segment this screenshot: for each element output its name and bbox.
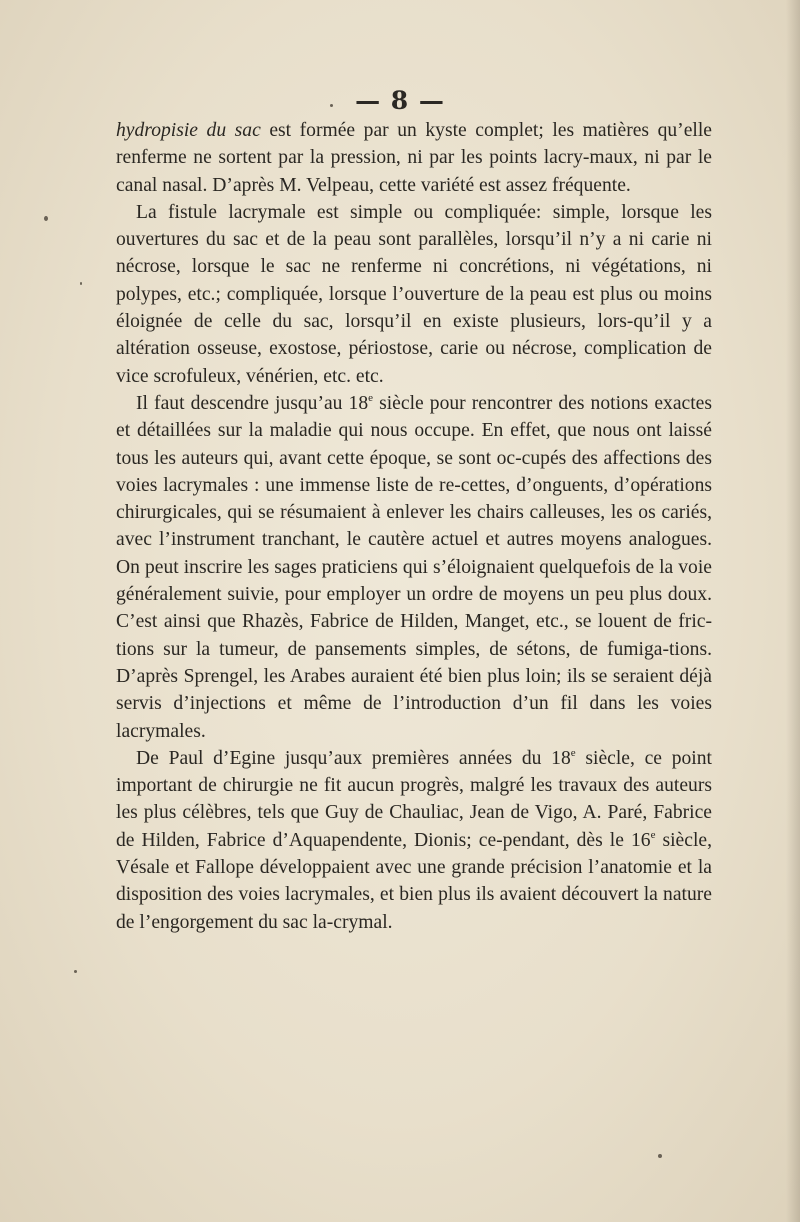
paragraph-4-text-rest: siècle, Vésale et Fallope développaient avec une grande précision l’anatomie et la disposition des voies lacrymales, et bien plus ils avaient découvert la nature de l’engorgement du sac la-crymal.: [116, 829, 712, 933]
page-edge-shadow: [786, 0, 800, 1222]
century-superscript: e: [650, 828, 656, 841]
ink-speck: [44, 216, 48, 221]
paragraph-4-text-middle: siècle, ce point important de chirurgie ne fit aucun progrès, malgré les travaux des auteurs les plus célèbres, tels que Guy de Chauliac, Jean de Vigo, A. Paré, Fabrice de Hilden, Fabrice d’Aquapendente, Dionis; ce-pendant, dès le 16: [116, 747, 712, 851]
paragraph-3: [116, 390, 712, 745]
ink-speck: [80, 282, 82, 285]
century-superscript: e: [570, 746, 576, 759]
paragraph-1: [116, 117, 712, 199]
paragraph-3-text-rest: siècle pour rencontrer des notions exactes et détaillées sur la maladie qui nous occupe. En effet, que nous ont laissé tous les auteurs qui, avant cette époque, se sont oc-cupés des affections des voies lacrymales : une immense liste de re-cettes, d’onguents, d’opérations chirurgicales, qui se résumaient à enlever les chairs calleuses, les os cariés, avec l’instrument tranchant, le cautère actuel et autres moyens analogues. On peut inscrire les sages praticiens qui s’éloignaient quelquefois de la voie généralement suivie, pour employer un ordre de moyens un peu plus doux. C’est ainsi que Rhazès, Fabrice de Hilden, Manget, etc., se louent de fric-tions sur la tumeur, de pansements simples, de sétons, de fumiga-tions. D’après Sprengel, les Arabes auraient été bien plus loin; ils se seraient déjà servis d’injections et même de l’introduction d’un fil dans les voies lacrymales.: [116, 392, 712, 742]
paragraph-4-text-start: De Paul d’Egine jusqu’aux premières années du 18: [136, 747, 571, 769]
paragraph-2: La fistule lacrymale est simple ou compliquée: simple, lorsque les ouvertures du sac et de la peau sont parallèles, lorsqu’il n’y a ni carie ni nécrose, lorsque le sac ne renferme ni concrétions, ni végétations, ni polypes, etc.; compliquée, lorsque l’ouverture de la peau est plus ou moins éloignée de celle du sac, lorsqu’il en existe plusieurs, lors-qu’il y a altération osseuse, exostose, périostose, carie ou nécrose, complication de vice scrofuleux, vénérien, etc. etc.: [116, 201, 712, 387]
ink-speck: [330, 104, 333, 107]
paragraph-1-text: est formée par un kyste complet; les matières qu’elle renferme ne sortent par la pression, ni par les points lacry-maux, ni par le canal nasal. D’après M. Velpeau, cette variété est assez fréquente.: [116, 120, 712, 196]
ink-speck: [74, 970, 77, 973]
paragraph-4: [116, 745, 712, 936]
body-text: [116, 117, 712, 936]
ink-speck: [658, 1154, 662, 1158]
italic-lead: hydropisie du sac: [116, 120, 261, 141]
paragraph-3-text-start: Il faut descendre jusqu’au 18: [136, 392, 369, 414]
page-number: — 8 —: [355, 86, 445, 115]
century-superscript: e: [368, 391, 374, 404]
